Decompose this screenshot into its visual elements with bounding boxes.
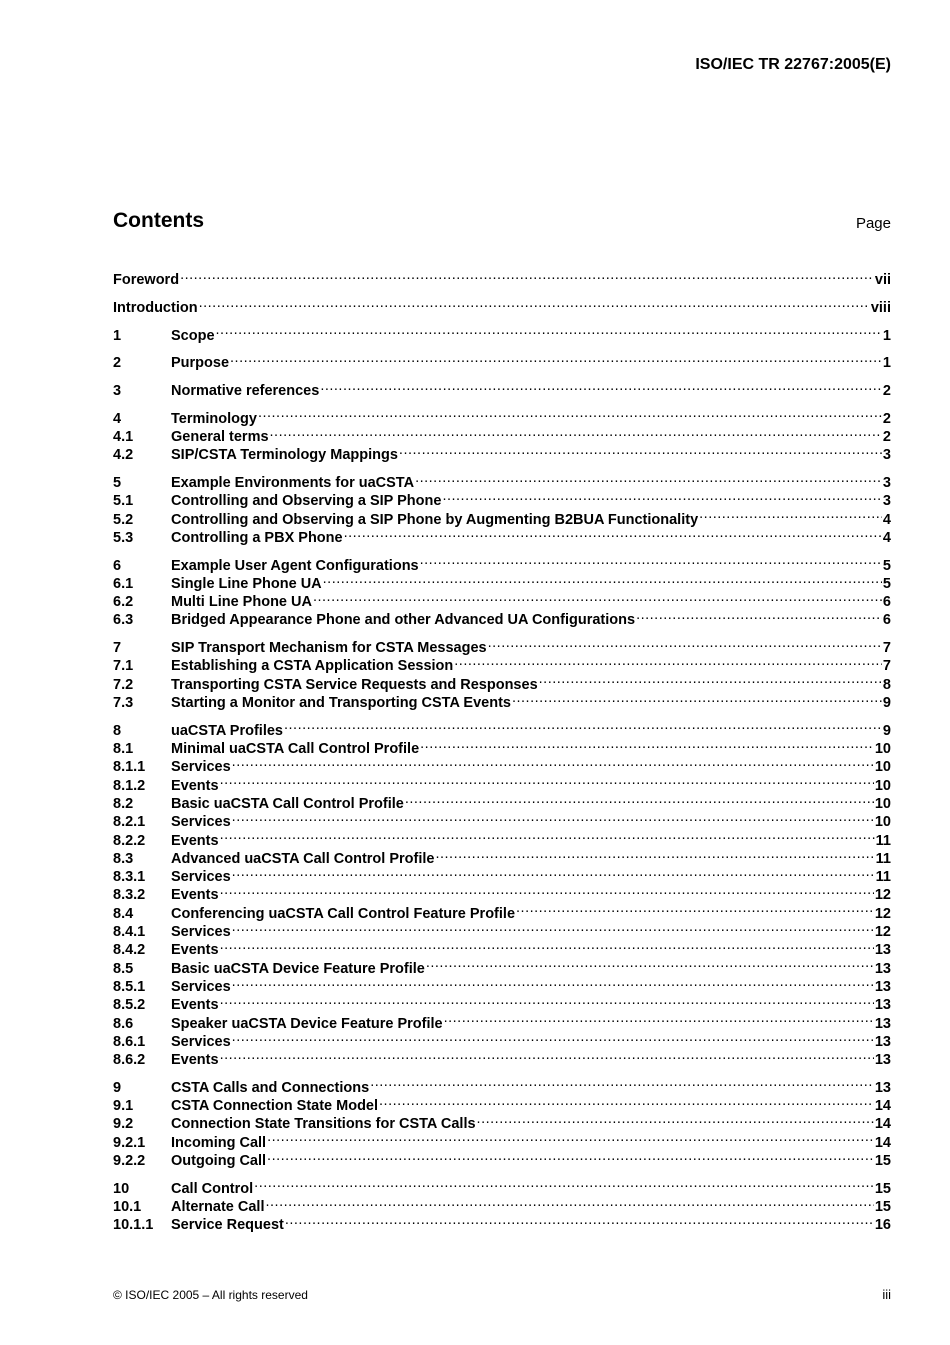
contents-title: Contents [113, 209, 204, 232]
toc-entry-number: 6.3 [113, 612, 134, 629]
toc-entry-number: 8.2.1 [113, 814, 146, 831]
toc-entry-title: Events [171, 887, 219, 904]
toc-entry-title: Multi Line Phone UA [171, 594, 312, 611]
toc-entry-page: 15 [874, 1198, 891, 1215]
toc-entry-page: 1 [882, 327, 891, 344]
toc-entry-number: 8 [113, 722, 122, 739]
toc-entry-number: 8.1.1 [113, 759, 146, 776]
toc-entry-title: Service Request [171, 1217, 284, 1234]
toc-dot-leader [220, 881, 874, 899]
toc-entry-number: 1 [113, 327, 122, 344]
toc-entry-page: 11 [875, 850, 891, 867]
toc-dot-leader [232, 863, 875, 881]
toc-entry-page: 13 [874, 1079, 891, 1096]
toc-dot-leader [435, 845, 874, 863]
toc-entry-number: 7.2 [113, 676, 134, 693]
toc-entry-title: CSTA Connection State Model [171, 1098, 379, 1115]
toc-entry-number: 8.5 [113, 960, 134, 977]
toc-dot-leader [539, 670, 882, 688]
toc-entry-number: 3 [113, 383, 122, 400]
toc-dot-leader [488, 634, 882, 652]
toc-entry-page: 9 [882, 695, 891, 712]
toc-dot-leader [232, 808, 874, 826]
toc-dot-leader [313, 588, 882, 606]
toc-entry[interactable] [113, 936, 891, 959]
toc-dot-leader [267, 1147, 874, 1165]
toc-dot-leader [220, 771, 874, 789]
toc-entry[interactable] [113, 377, 891, 400]
toc-entry-number: 10.1 [113, 1198, 142, 1215]
toc-entry-number: 8.1.2 [113, 777, 146, 794]
toc-dot-leader [230, 349, 882, 367]
toc-entry-page: 12 [874, 887, 891, 904]
toc-entry-title: Starting a Monitor and Transporting CSTA Events [171, 695, 511, 712]
toc-entry-title: Events [171, 997, 219, 1014]
toc-entry[interactable] [113, 716, 891, 739]
toc-entry-number: 4 [113, 410, 122, 427]
toc-entry-title: Conferencing uaCSTA Call Control Feature Profile [171, 905, 516, 922]
toc-dot-leader [258, 404, 882, 422]
toc-dot-leader [254, 1174, 874, 1192]
toc-entry[interactable] [113, 826, 891, 849]
toc-entry-title: Services [171, 978, 231, 995]
toc-dot-leader [267, 1128, 874, 1146]
toc-entry-number: 9.1 [113, 1098, 134, 1115]
toc-entry-title: Introduction [113, 299, 198, 316]
toc-entry-number: 8.2 [113, 795, 134, 812]
toc-dot-leader [180, 266, 874, 284]
toc-entry-number: 8.6.2 [113, 1052, 146, 1069]
table-of-contents [113, 266, 891, 1234]
toc-entry-number: 8.1 [113, 741, 134, 758]
toc-entry-number: 8.5.2 [113, 997, 146, 1014]
toc-entry-page: 7 [882, 658, 891, 675]
toc-entry-title: Example User Agent Configurations [171, 557, 419, 574]
toc-dot-leader [265, 1193, 873, 1211]
toc-dot-leader [270, 423, 882, 441]
toc-entry-page: 16 [874, 1217, 891, 1234]
toc-entry-number: 5.2 [113, 511, 134, 528]
toc-entry-title: Basic uaCSTA Call Control Profile [171, 795, 404, 812]
toc-entry-title: Services [171, 924, 231, 941]
toc-entry-page: 13 [874, 942, 891, 959]
toc-entry-title: Bridged Appearance Phone and other Advanced UA Configurations [171, 612, 636, 629]
toc-entry-number: 9 [113, 1079, 122, 1096]
toc-entry-number: 9.2.1 [113, 1134, 146, 1151]
toc-entry-page: 13 [874, 1015, 891, 1032]
toc-entry-page: 13 [874, 960, 891, 977]
toc-dot-leader [232, 918, 874, 936]
toc-entry-page: 10 [874, 759, 891, 776]
toc-entry[interactable] [113, 790, 891, 812]
toc-entry-title: Transporting CSTA Service Requests and Responses [171, 676, 538, 693]
toc-entry[interactable] [113, 954, 891, 977]
toc-entry-title: SIP/CSTA Terminology Mappings [171, 447, 398, 464]
toc-entry-page: 11 [875, 832, 891, 849]
toc-entry-title: Purpose [171, 355, 230, 372]
toc-entry-title: Services [171, 759, 231, 776]
toc-entry[interactable] [113, 881, 891, 904]
toc-entry-number: 4.1 [113, 429, 134, 446]
toc-entry-number: 7 [113, 640, 122, 657]
toc-entry-page: 7 [882, 640, 891, 657]
toc-entry-page: 6 [882, 612, 891, 629]
toc-entry-page: 13 [874, 1052, 891, 1069]
toc-entry-number: 9.2.2 [113, 1152, 146, 1169]
toc-entry-number: 8.3.2 [113, 887, 146, 904]
toc-entry-number: 8.5.1 [113, 978, 146, 995]
toc-entry-page: 10 [874, 814, 891, 831]
toc-entry-page: 5 [882, 557, 891, 574]
toc-entry-number: 7.1 [113, 658, 134, 675]
toc-dot-leader [370, 1073, 874, 1091]
toc-entry-page: 3 [882, 447, 891, 464]
toc-entry-page: 10 [874, 777, 891, 794]
toc-entry-number: 5.1 [113, 493, 134, 510]
toc-entry-title: Events [171, 1052, 219, 1069]
toc-entry-number: 7.3 [113, 695, 134, 712]
toc-entry-page: 13 [874, 978, 891, 995]
toc-dot-leader [232, 1028, 874, 1046]
toc-entry-page: 11 [875, 869, 891, 886]
toc-entry-page: 10 [874, 795, 891, 812]
toc-entry-title: Controlling a PBX Phone [171, 529, 343, 546]
toc-entry-title: Controlling and Observing a SIP Phone by Augmenting B2BUA Functionality [171, 511, 699, 528]
toc-entry-number: 8.6 [113, 1015, 134, 1032]
toc-entry-page: 9 [882, 722, 891, 739]
toc-entry-page: 2 [882, 429, 891, 446]
toc-entry-title: Events [171, 777, 219, 794]
toc-entry-title: Services [171, 814, 231, 831]
toc-entry-page: 1 [882, 355, 891, 372]
toc-entry-number: 8.4.1 [113, 924, 146, 941]
toc-entry-title: Example Environments for uaCSTA [171, 475, 415, 492]
toc-entry[interactable] [113, 404, 891, 427]
copyright-notice: © ISO/IEC 2005 – All rights reserved [113, 1288, 308, 1302]
toc-entry-title: Call Control [171, 1180, 254, 1197]
toc-entry-title: Services [171, 1033, 231, 1050]
toc-entry-page: 10 [874, 741, 891, 758]
page-column-label: Page [855, 215, 891, 232]
toc-dot-leader [232, 753, 874, 771]
toc-dot-leader [216, 321, 882, 339]
toc-entry-page: 13 [874, 1033, 891, 1050]
toc-dot-leader [420, 735, 874, 753]
page-number: iii [882, 1287, 891, 1302]
toc-dot-leader [699, 505, 882, 523]
toc-entry-title: Basic uaCSTA Device Feature Profile [171, 960, 425, 977]
toc-entry-title: SIP Transport Mechanism for CSTA Messages [171, 640, 487, 657]
toc-entry-page: 15 [874, 1152, 891, 1169]
toc-entry-title: Single Line Phone UA [171, 575, 322, 592]
toc-entry-number: 6.2 [113, 594, 134, 611]
toc-entry-title: Scope [171, 327, 215, 344]
toc-entry[interactable] [113, 469, 891, 492]
toc-entry-title: Events [171, 942, 219, 959]
toc-entry-page: 6 [882, 594, 891, 611]
toc-dot-leader [199, 294, 870, 312]
toc-entry-number: 8.2.2 [113, 832, 146, 849]
toc-entry-page: 12 [874, 905, 891, 922]
toc-dot-leader [405, 790, 874, 808]
toc-entry-title: CSTA Calls and Connections [171, 1079, 370, 1096]
toc-dot-leader [232, 973, 874, 991]
toc-entry-number: 5.3 [113, 529, 134, 546]
toc-entry-number: 8.6.1 [113, 1033, 146, 1050]
toc-entry-page: viii [870, 299, 891, 316]
toc-entry-page: 5 [882, 575, 891, 592]
toc-entry[interactable] [113, 294, 891, 316]
toc-dot-leader [344, 524, 882, 542]
toc-entry[interactable] [113, 349, 891, 372]
toc-entry[interactable] [113, 899, 891, 922]
toc-entry-title: General terms [171, 429, 269, 446]
toc-entry-number: 6.1 [113, 575, 134, 592]
toc-dot-leader [426, 954, 874, 972]
toc-dot-leader [516, 899, 874, 917]
toc-entry-title: Normative references [171, 383, 320, 400]
toc-dot-leader [512, 689, 882, 707]
toc-dot-leader [442, 487, 881, 505]
toc-entry[interactable] [113, 1046, 891, 1069]
toc-entry[interactable] [113, 1174, 891, 1197]
toc-entry[interactable] [113, 1073, 891, 1096]
document-id: ISO/IEC TR 22767:2005(E) [695, 56, 891, 73]
toc-dot-leader [284, 716, 882, 734]
toc-entry-number: 8.3 [113, 850, 134, 867]
toc-entry-page: 14 [874, 1098, 891, 1115]
toc-entry-page: 4 [882, 529, 891, 546]
toc-dot-leader [477, 1110, 874, 1128]
toc-entry-page: 14 [874, 1116, 891, 1133]
toc-entry-title: Incoming Call [171, 1134, 267, 1151]
toc-entry-title: Alternate Call [171, 1198, 265, 1215]
toc-dot-leader [220, 826, 875, 844]
toc-entry-page: 12 [874, 924, 891, 941]
toc-entry-number: 6 [113, 557, 122, 574]
toc-entry[interactable] [113, 634, 891, 657]
toc-entry-page: 8 [882, 676, 891, 693]
toc-entry-title: Outgoing Call [171, 1152, 267, 1169]
toc-entry-page: 13 [874, 997, 891, 1014]
toc-entry-page: 2 [882, 410, 891, 427]
toc-entry-page: 15 [874, 1180, 891, 1197]
toc-entry[interactable] [113, 321, 891, 344]
toc-dot-leader [220, 991, 874, 1009]
toc-entry-title: Speaker uaCSTA Device Feature Profile [171, 1015, 443, 1032]
toc-entry-number: 5 [113, 475, 122, 492]
toc-dot-leader [379, 1092, 874, 1110]
toc-entry-title: Controlling and Observing a SIP Phone [171, 493, 442, 510]
toc-entry[interactable] [113, 551, 891, 574]
toc-entry-number: 10 [113, 1180, 130, 1197]
toc-dot-leader [285, 1211, 874, 1229]
toc-entry-number: 4.2 [113, 447, 134, 464]
toc-dot-leader [444, 1009, 874, 1027]
toc-entry-number: 8.3.1 [113, 869, 146, 886]
toc-entry-number: 10.1.1 [113, 1217, 154, 1234]
toc-entry-title: Events [171, 832, 219, 849]
toc-entry[interactable] [113, 845, 891, 867]
toc-entry-title: Terminology [171, 410, 257, 427]
toc-dot-leader [454, 652, 882, 670]
toc-entry-title: Minimal uaCSTA Call Control Profile [171, 741, 420, 758]
toc-entry-title: Services [171, 869, 231, 886]
toc-dot-leader [420, 551, 882, 569]
toc-entry-title: uaCSTA Profiles [171, 722, 283, 739]
toc-entry-number: 9.2 [113, 1116, 134, 1133]
toc-dot-leader [220, 936, 874, 954]
toc-dot-leader [220, 1046, 874, 1064]
toc-entry-page: 3 [882, 475, 891, 492]
toc-entry[interactable] [113, 991, 891, 1014]
toc-dot-leader [320, 377, 882, 395]
toc-entry[interactable] [113, 1009, 891, 1032]
toc-entry-number: 8.4 [113, 905, 134, 922]
toc-dot-leader [636, 606, 882, 624]
toc-entry-number: 2 [113, 355, 122, 372]
toc-entry-page: 4 [882, 511, 891, 528]
toc-dot-leader [399, 441, 882, 459]
toc-entry-page: 3 [882, 493, 891, 510]
toc-entry[interactable] [113, 266, 891, 289]
toc-entry-title: Establishing a CSTA Application Session [171, 658, 454, 675]
toc-entry-page: vii [874, 272, 891, 289]
toc-entry-number: 8.4.2 [113, 942, 146, 959]
toc-entry[interactable] [113, 771, 891, 794]
toc-entry-title: Advanced uaCSTA Call Control Profile [171, 850, 435, 867]
toc-entry-page: 14 [874, 1134, 891, 1151]
toc-dot-leader [323, 570, 882, 588]
toc-dot-leader [415, 469, 882, 487]
toc-entry-title: Foreword [113, 272, 180, 289]
toc-entry-title: Connection State Transitions for CSTA Calls [171, 1116, 476, 1133]
toc-entry-page: 2 [882, 383, 891, 400]
